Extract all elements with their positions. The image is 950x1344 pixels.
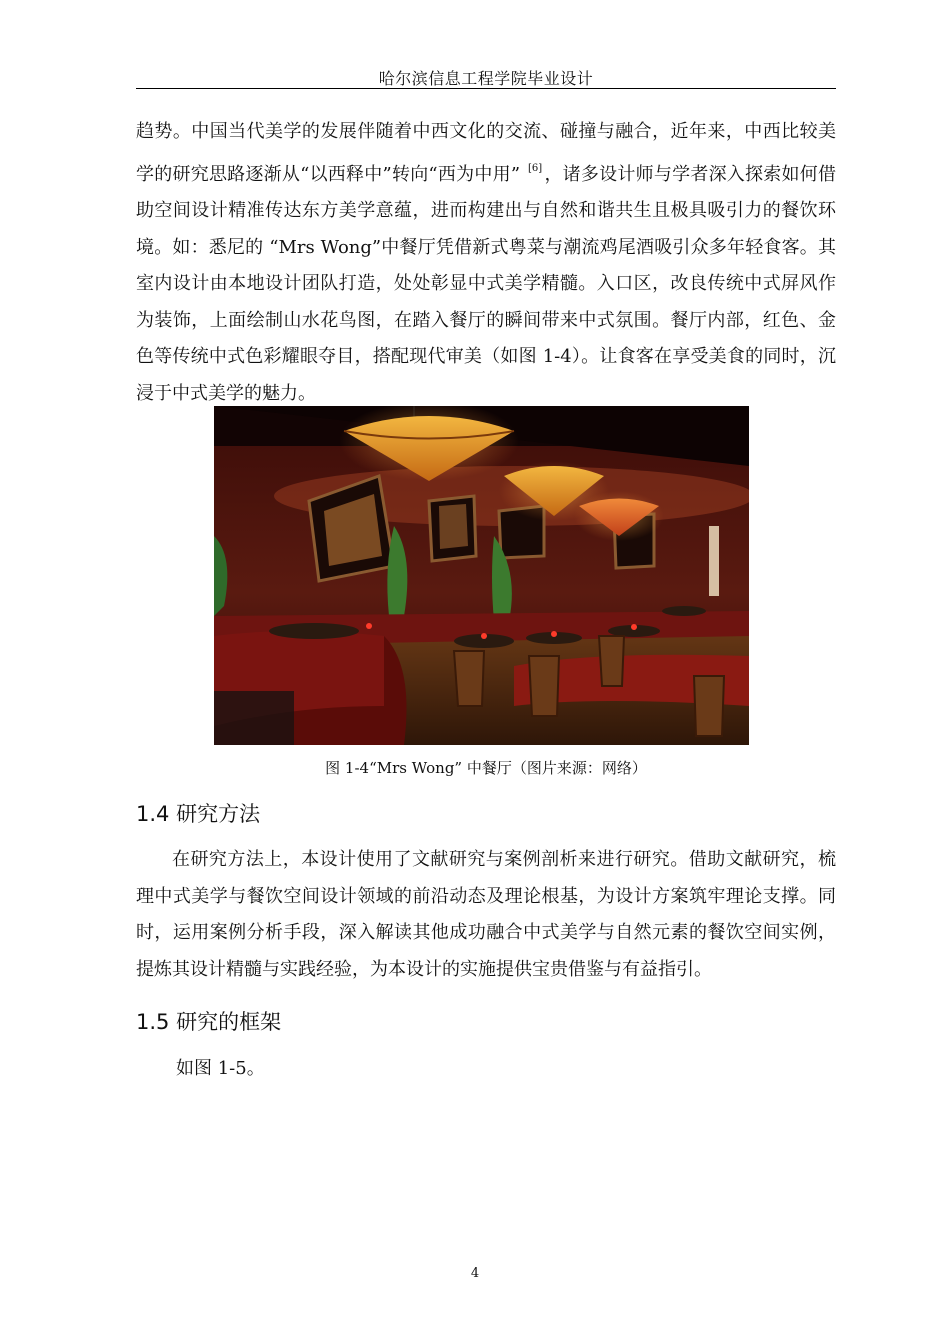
- restaurant-photo: [214, 406, 749, 745]
- paragraph-research-methods: 在研究方法上，本设计使用了文献研究与案例剖析来进行研究。借助文献研究，梳理中式美学与餐饮空间设计领域的前沿动态及理论根基，为设计方案筑牢理论支撑。同时，运用案例分析手段，深入解读其他成功融合中式美学与自然元素的餐饮空间实例，提炼其设计精髓与实践经验，为本设计的实施提供宝贵借鉴与有益指引。: [136, 849, 836, 980]
- paragraph-1: [136, 114, 836, 412]
- section-heading-1-4: 1.4 研究方法: [136, 802, 261, 826]
- paragraph-1-text-a: 趋势。中国当代美学的发展伴随着中西文化的交流、碰撞与融合，近年来，中西比较美学的研究思路逐渐从“以西释中”转向“西为中用”: [136, 121, 836, 185]
- section-heading-1-5: 1.5 研究的框架: [136, 1010, 282, 1034]
- paragraph-1-text-b: ，诸多设计师与学者深入探索如何借助空间设计精准传达东方美学意蕴，进而构建出与自然和谐共生且极具吸引力的餐饮环境。如：悉尼的 “Mrs Wong”中餐厅凭借新式粤菜与潮流鸡尾酒吸引众多年轻食客。其室内设计由本地设计团队打造，处处彰显中式美学精髓。入口区，改良传统中式屏风作为装饰，上面绘制山水花鸟图，在踏入餐厅的瞬间带来中式氛围。餐厅内部，红色、金色等传统中式色彩耀眼夺目，搭配现代审美（如图 1-4）。让食客在享受美食的同时，沉浸于中式美学的魅力。: [136, 163, 836, 404]
- header-rule: [136, 88, 836, 89]
- figure-caption: 图 1-4“Mrs Wong” 中餐厅（图片来源：网络）: [325, 759, 647, 777]
- citation-superscript: [6]: [528, 162, 543, 174]
- page-number: 4: [470, 1266, 480, 1281]
- paragraph-research-framework: 如图 1-5。: [176, 1058, 265, 1079]
- page-header: 哈尔滨信息工程学院毕业设计: [378, 69, 594, 88]
